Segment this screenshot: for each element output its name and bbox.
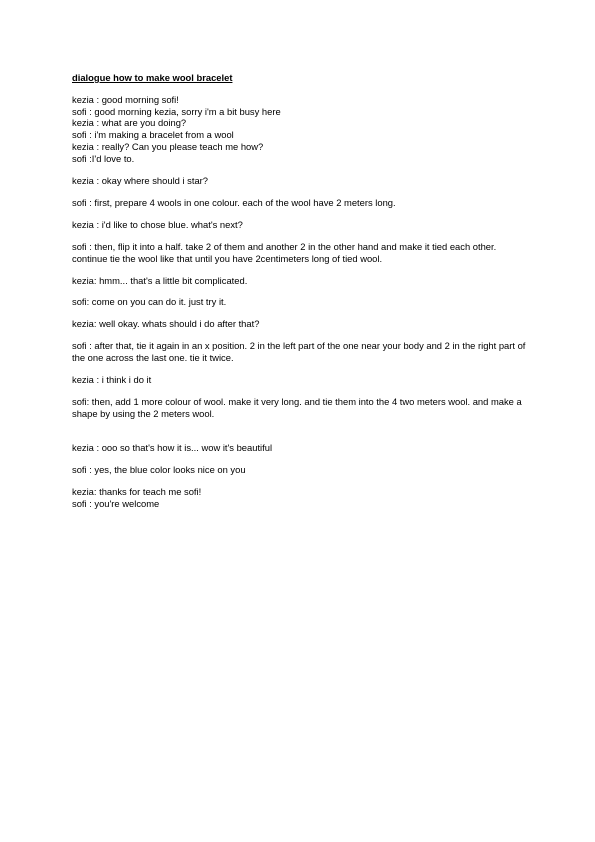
dialogue-line: kezia : i think i do it xyxy=(72,374,152,386)
dialogue-paragraph xyxy=(72,340,532,364)
dialogue-line: kezia : good morning sofi! xyxy=(72,93,179,105)
dialogue-line: sofi : after that, tie it again in an x position. 2 in the left part of the one near your body and 2 in the right part of the one across the last one. tie it twice. xyxy=(72,340,526,364)
dialogue-line: kezia : okay where should i star? xyxy=(72,174,209,186)
dialogue-paragraph xyxy=(72,275,532,287)
dialogue-line: kezia : i'd like to chose blue. what's next? xyxy=(72,218,243,230)
dialogue-line: kezia: thanks for teach me sofi! xyxy=(72,485,202,497)
dialogue-line: kezia: hmm... that's a little bit complicated. xyxy=(72,274,248,286)
dialogue-line: kezia : what are you doing? xyxy=(72,117,187,129)
dialogue-line: kezia : ooo so that's how it is... wow it's beautiful xyxy=(72,441,273,453)
dialogue-paragraph xyxy=(72,396,532,420)
dialogue-closing xyxy=(72,486,532,510)
dialogue-line: sofi : good morning kezia, sorry i'm a bit busy here xyxy=(72,105,281,117)
dialogue-paragraph xyxy=(72,241,532,265)
dialogue-line: sofi : then, flip it into a half. take 2 of them and another 2 in the other hand and make it tied each other. continue tie the wool like that until you have 2centimeters long of tied wool. xyxy=(72,240,497,264)
dialogue-line: sofi : first, prepare 4 wools in one colour. each of the wool have 2 meters long. xyxy=(72,196,396,208)
dialogue-paragraph xyxy=(72,175,532,187)
dialogue-paragraph xyxy=(72,296,532,308)
dialogue-line: sofi :I'd love to. xyxy=(72,152,135,164)
dialogue-line: sofi: then, add 1 more colour of wool. make it very long. and tie them into the 4 two meters wool. and make a shape by using the 2 meters wool. xyxy=(72,396,522,420)
dialogue-line: kezia : really? Can you please teach me how? xyxy=(72,140,264,152)
dialogue-paragraph xyxy=(72,318,532,330)
dialogue-line: sofi : yes, the blue color looks nice on you xyxy=(72,463,246,475)
dialogue-paragraph xyxy=(72,197,532,209)
dialogue-line: sofi : i'm making a bracelet from a wool xyxy=(72,129,234,141)
document-body xyxy=(72,72,532,520)
document-title: dialogue how to make wool bracelet xyxy=(72,72,233,83)
dialogue-paragraph xyxy=(72,219,532,231)
dialogue-line: kezia: well okay. whats should i do after that? xyxy=(72,318,260,330)
dialogue-line: sofi: come on you can do it. just try it. xyxy=(72,296,227,308)
dialogue-paragraph xyxy=(72,442,532,454)
dialogue-opening xyxy=(72,94,532,165)
dialogue-paragraph xyxy=(72,374,532,386)
dialogue-paragraph xyxy=(72,464,532,476)
dialogue-line: sofi : you're welcome xyxy=(72,497,160,509)
